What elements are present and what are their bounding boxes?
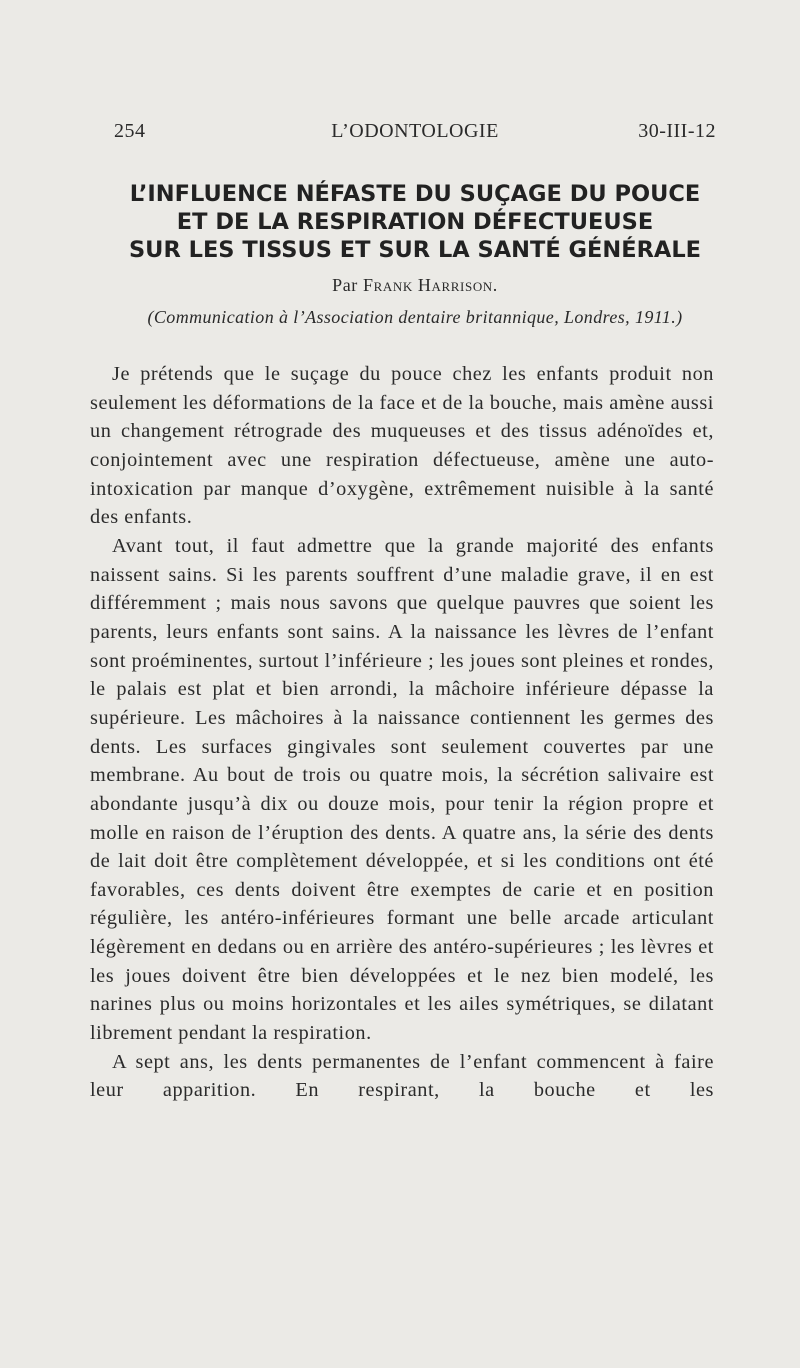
- article-title: [90, 180, 740, 264]
- author-name: Frank Harrison.: [362, 275, 498, 295]
- title-line-1: L’INFLUENCE NÉFASTE DU SUÇAGE DU POUCE: [129, 181, 701, 207]
- paragraph-1: Je prétends que le suçage du pouce chez les enfants produit non seulement les déformations de la face et de la bouche, mais amène aussi un changement rétrograde des muqueuses et des tissus adénoïdes et, conjointement avec une respiration défectueuse, amène une auto-intoxication par manque d’oxygène, extrêmement nuisible à la santé des enfants.: [90, 363, 714, 529]
- paragraph-3: A sept ans, les dents permanentes de l’enfant commencent à faire leur apparition. En respirant, la bouche et les: [90, 1050, 714, 1102]
- paragraph-2: Avant tout, il faut admettre que la grande majorité des enfants naissent sains. Si les parents souffrent d’une maladie grave, il en est différemment ; mais nous savons que quelque pauvres que soient les parents, leurs enfants sont sains. A la naissance les lèvres de l’enfant sont proéminentes, surtout l’inférieure ; les joues sont pleines et rondes, le palais est plat et bien arrondi, la mâchoire inférieure dépasse la supérieure. Les mâchoires à la naissance contiennent les germes des dents. Les surfaces gingivales sont seulement couvertes par une membrane. Au bout de trois ou quatre mois, la sécrétion salivaire est abondante jusqu’à dix ou douze mois, pour tenir la région propre et molle en raison de l’éruption des dents. A quatre ans, la série des dents de lait doit être complètement développée, et si les conditions ont été favorables, ces dents doivent être exemptes de carie et en position régulière, les antéro-inférieures formant une belle arcade articulant légèrement en dedans ou en arrière des antéro-supérieures ; les lèvres et les joues doivent être bien développées et le nez bien modelé, les narines plus ou moins horizontales et les ailes symétriques, se dilatant librement pendant la respiration.: [90, 534, 714, 1045]
- journal-title: L’ODONTOLOGIE: [331, 120, 499, 142]
- page-number: 254: [114, 120, 146, 142]
- communication-note: (Communication à l’Association dentaire britannique, Londres, 1911.): [147, 307, 683, 327]
- article-body: [90, 360, 714, 1105]
- issue-date: 30-III-12: [638, 120, 716, 142]
- title-line-2: ET DE LA RESPIRATION DÉFECTUEUSE: [176, 209, 654, 235]
- title-line-3: SUR LES TISSUS ET SUR LA SANTÉ GÉNÉRALE: [128, 237, 702, 263]
- running-head: [114, 120, 716, 148]
- byline-prefix: Par: [332, 275, 358, 295]
- byline: [90, 275, 740, 296]
